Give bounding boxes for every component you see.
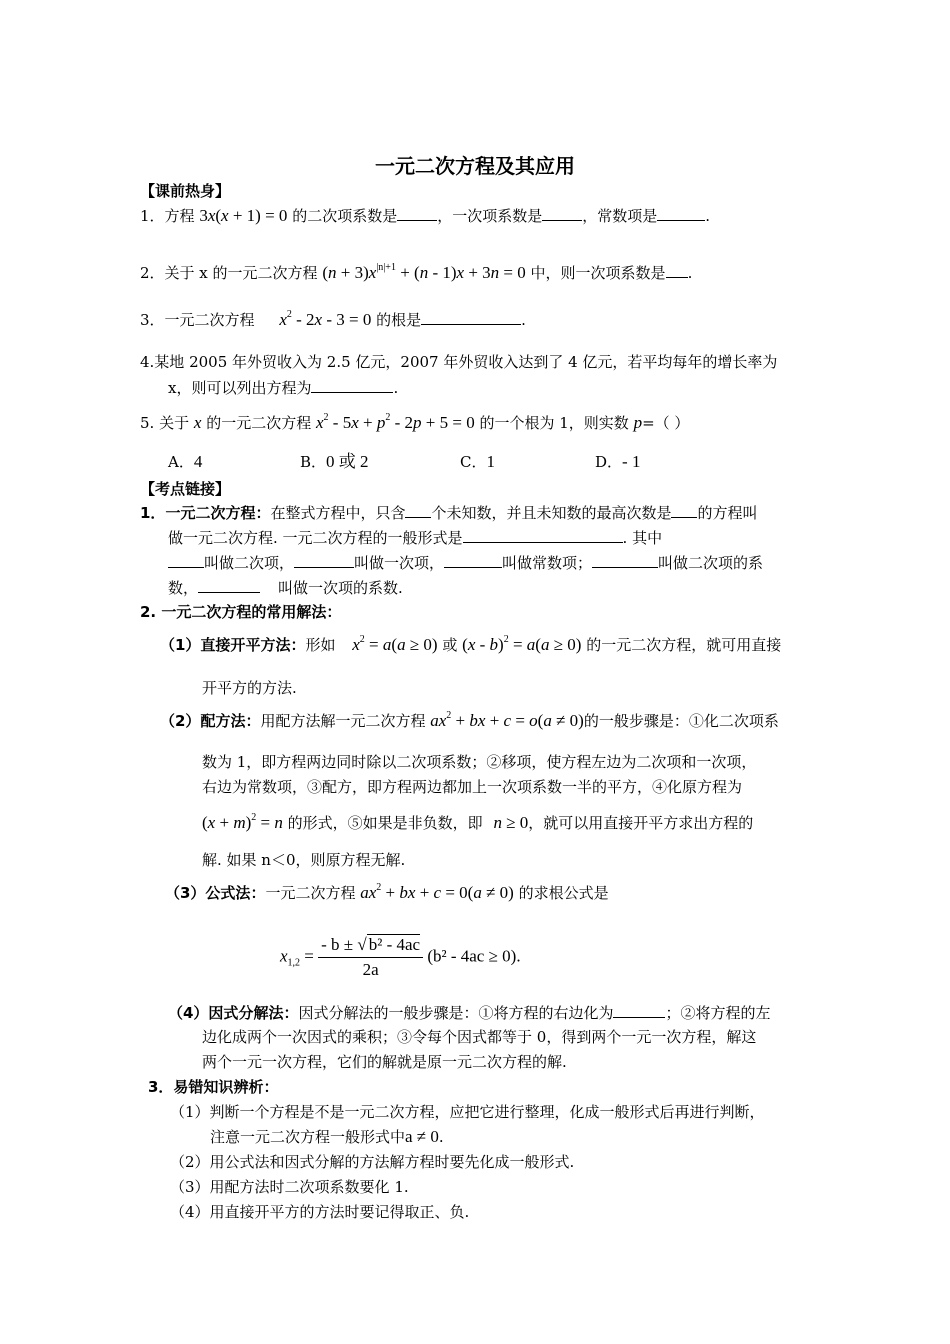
p1-blank-2 [671, 502, 697, 518]
method-4-line-1: （4）因式分解法：因式分解法的一般步骤是：①将方程的右边化为 ；②将方程的左 [168, 1004, 771, 1022]
q1-equation: 3x(x + 1) = 0 [199, 206, 288, 225]
option-b: B．0 或 2 [300, 452, 369, 471]
section-warmup-heading: 【课前热身】 [140, 182, 231, 200]
option-a: A．4 [168, 452, 203, 471]
method-4-blank [613, 1002, 665, 1018]
method-1-line-2: 开平方的方法. [202, 679, 297, 697]
p1-blank-general-form [463, 527, 623, 543]
method-2-line-1: （2）配方法：用配方法解一元二次方程 $ax^2$ + bx + c = o(a ≠ 0)的一般步骤是：①化二次项系 [160, 710, 779, 730]
method-4-line-2: 边化成两个一次因式的乘积；③令每个因式都等于 0，得到两个一元一次方程，解这 [202, 1028, 757, 1046]
section-links-heading: 【考点链接】 [140, 480, 231, 498]
method-1-eq-1: $x^2 = a(a \ge 0)$ [352, 634, 438, 654]
method-2-line-5: 解. 如果 n＜0，则原方程无解. [202, 851, 406, 869]
method-2-line-3: 右边为常数项，③配方，即方程两边都加上一次项系数一半的平方，④化原方程为 [202, 778, 743, 796]
q2-blank [666, 262, 688, 278]
q3-equation: $x^2 - 2x - 3 = 0$ [279, 309, 372, 329]
point-2-heading: 2. 一元二次方程的常用解法： [140, 603, 342, 621]
method-4-line-3: 两个一元一次方程，它们的解就是原一元二次方程的解. [202, 1053, 567, 1071]
q1-blank-3 [657, 205, 705, 221]
point-1-line-2: 做一元二次方程. 一元二次方程的一般形式是 . 其中 [168, 529, 663, 547]
q2-equation: $(n + 3)x^{|n|+1} + (n - 1)x + 3n = 0$ [322, 262, 526, 282]
q1-blank-2 [542, 205, 582, 221]
q4-blank [311, 377, 393, 393]
q1-blank-1 [397, 205, 437, 221]
quadratic-formula: $x_{1,2}$ = $\frac{\text{- b ± √ b² - 4ac}}{2a}$ (b² - 4ac ≥ 0). [280, 935, 521, 979]
formula-fraction: $\frac{\text{- b ± √ b² - 4ac}}{2a}$ [318, 935, 423, 980]
point-1-line-4: 数， 叫做一次项的系数. [168, 579, 403, 597]
method-3-line-1: （3）公式法：一元二次方程 $ax^2$ + bx + c = 0(a ≠ 0) 的求根公式是 [165, 882, 609, 902]
p1-blank-1 [405, 502, 431, 518]
pitfall-3: （3）用配方法时二次项系数要化 1. [170, 1178, 409, 1196]
method-2-line-4: $(x + m)^2 = n$ 的形式，⑤如果是非负数，即 n ≥ 0，就可以用直接开平方求出方程的 [202, 812, 754, 832]
pitfall-1-line-1: （1）判断一个方程是不是一元二次方程，应把它进行整理，化成一般形式后再进行判断， [170, 1103, 765, 1121]
method-1-line-1: （1）直接开平方法：形如 $x^2 = a(a \ge 0)$ 或 (x - b)$^2$ = a(a ≥ 0) 的一元二次方程，就可用直接 [160, 634, 782, 654]
q3-blank [421, 309, 521, 325]
point-1-line-3: 叫做二次项， 叫做一次项， 叫做常数项； 叫做二次项的系 [168, 552, 763, 573]
pitfall-1-line-2: 注意一元二次方程一般形式中a ≠ 0. [210, 1127, 444, 1146]
question-4-line-1: 4.某地 2005 年外贸收入为 2.5 亿元，2007 年外贸收入达到了 4 亿元，若平均每年的增长率为 [140, 353, 778, 371]
method-2-line-2: 数为 1，即方程两边同时除以二次项系数；②移项，使方程左边为二次项和一次项， [202, 753, 757, 771]
method-1-eq-2: (x - b)$^2$ = a(a ≥ 0) [462, 634, 582, 654]
point-1-line-1: 1．一元二次方程：在整式方程中，只含 个未知数，并且未知数的最高次数是 的方程叫 [140, 504, 758, 522]
point-3-heading: 3．易错知识辨析： [148, 1078, 279, 1096]
option-c: C．1 [460, 452, 495, 471]
method-2-eq-3: n ≥ 0 [493, 813, 529, 832]
question-4-line-2: x，则可以列出方程为 . [168, 379, 399, 397]
question-2: 2．关于 x 的一元二次方程 $(n + 3)x^{|n|+1} + (n - 1)x + 3n = 0$ 中，则一次项系数是 . [140, 262, 693, 282]
method-2-eq-2: $(x + m)^2 = n$ [202, 812, 283, 832]
method-3-eq: $ax^2$ + bx + c = 0(a ≠ 0) [360, 882, 514, 902]
pitfall-2: （2）用公式法和因式分解的方法解方程时要先化成一般形式. [170, 1153, 575, 1171]
q5-equation: $x^2 - 5x + p^2 - 2p + 5 = 0$ [316, 412, 475, 432]
question-3: 3．一元二次方程 $x^2 - 2x - 3 = 0$ 的根是 . [140, 309, 526, 329]
pitfall-4: （4）用直接开平方的方法时要记得取正、负. [170, 1203, 470, 1221]
method-2-eq: $ax^2$ + bx + c = o(a ≠ 0) [430, 710, 584, 730]
question-1: 1．方程 3x(x + 1) = 0 的二次项系数是 ，一次项系数是 ，常数项是 . [140, 206, 711, 225]
question-5: 5. 关于 x 的一元二次方程 $x^2 - 5x + p^2 - 2p + 5 = 0$ 的一个根为 1，则实数 p=（ ） [140, 412, 690, 432]
option-d: D．- 1 [595, 452, 641, 471]
page-title: 一元二次方程及其应用 [375, 154, 575, 178]
